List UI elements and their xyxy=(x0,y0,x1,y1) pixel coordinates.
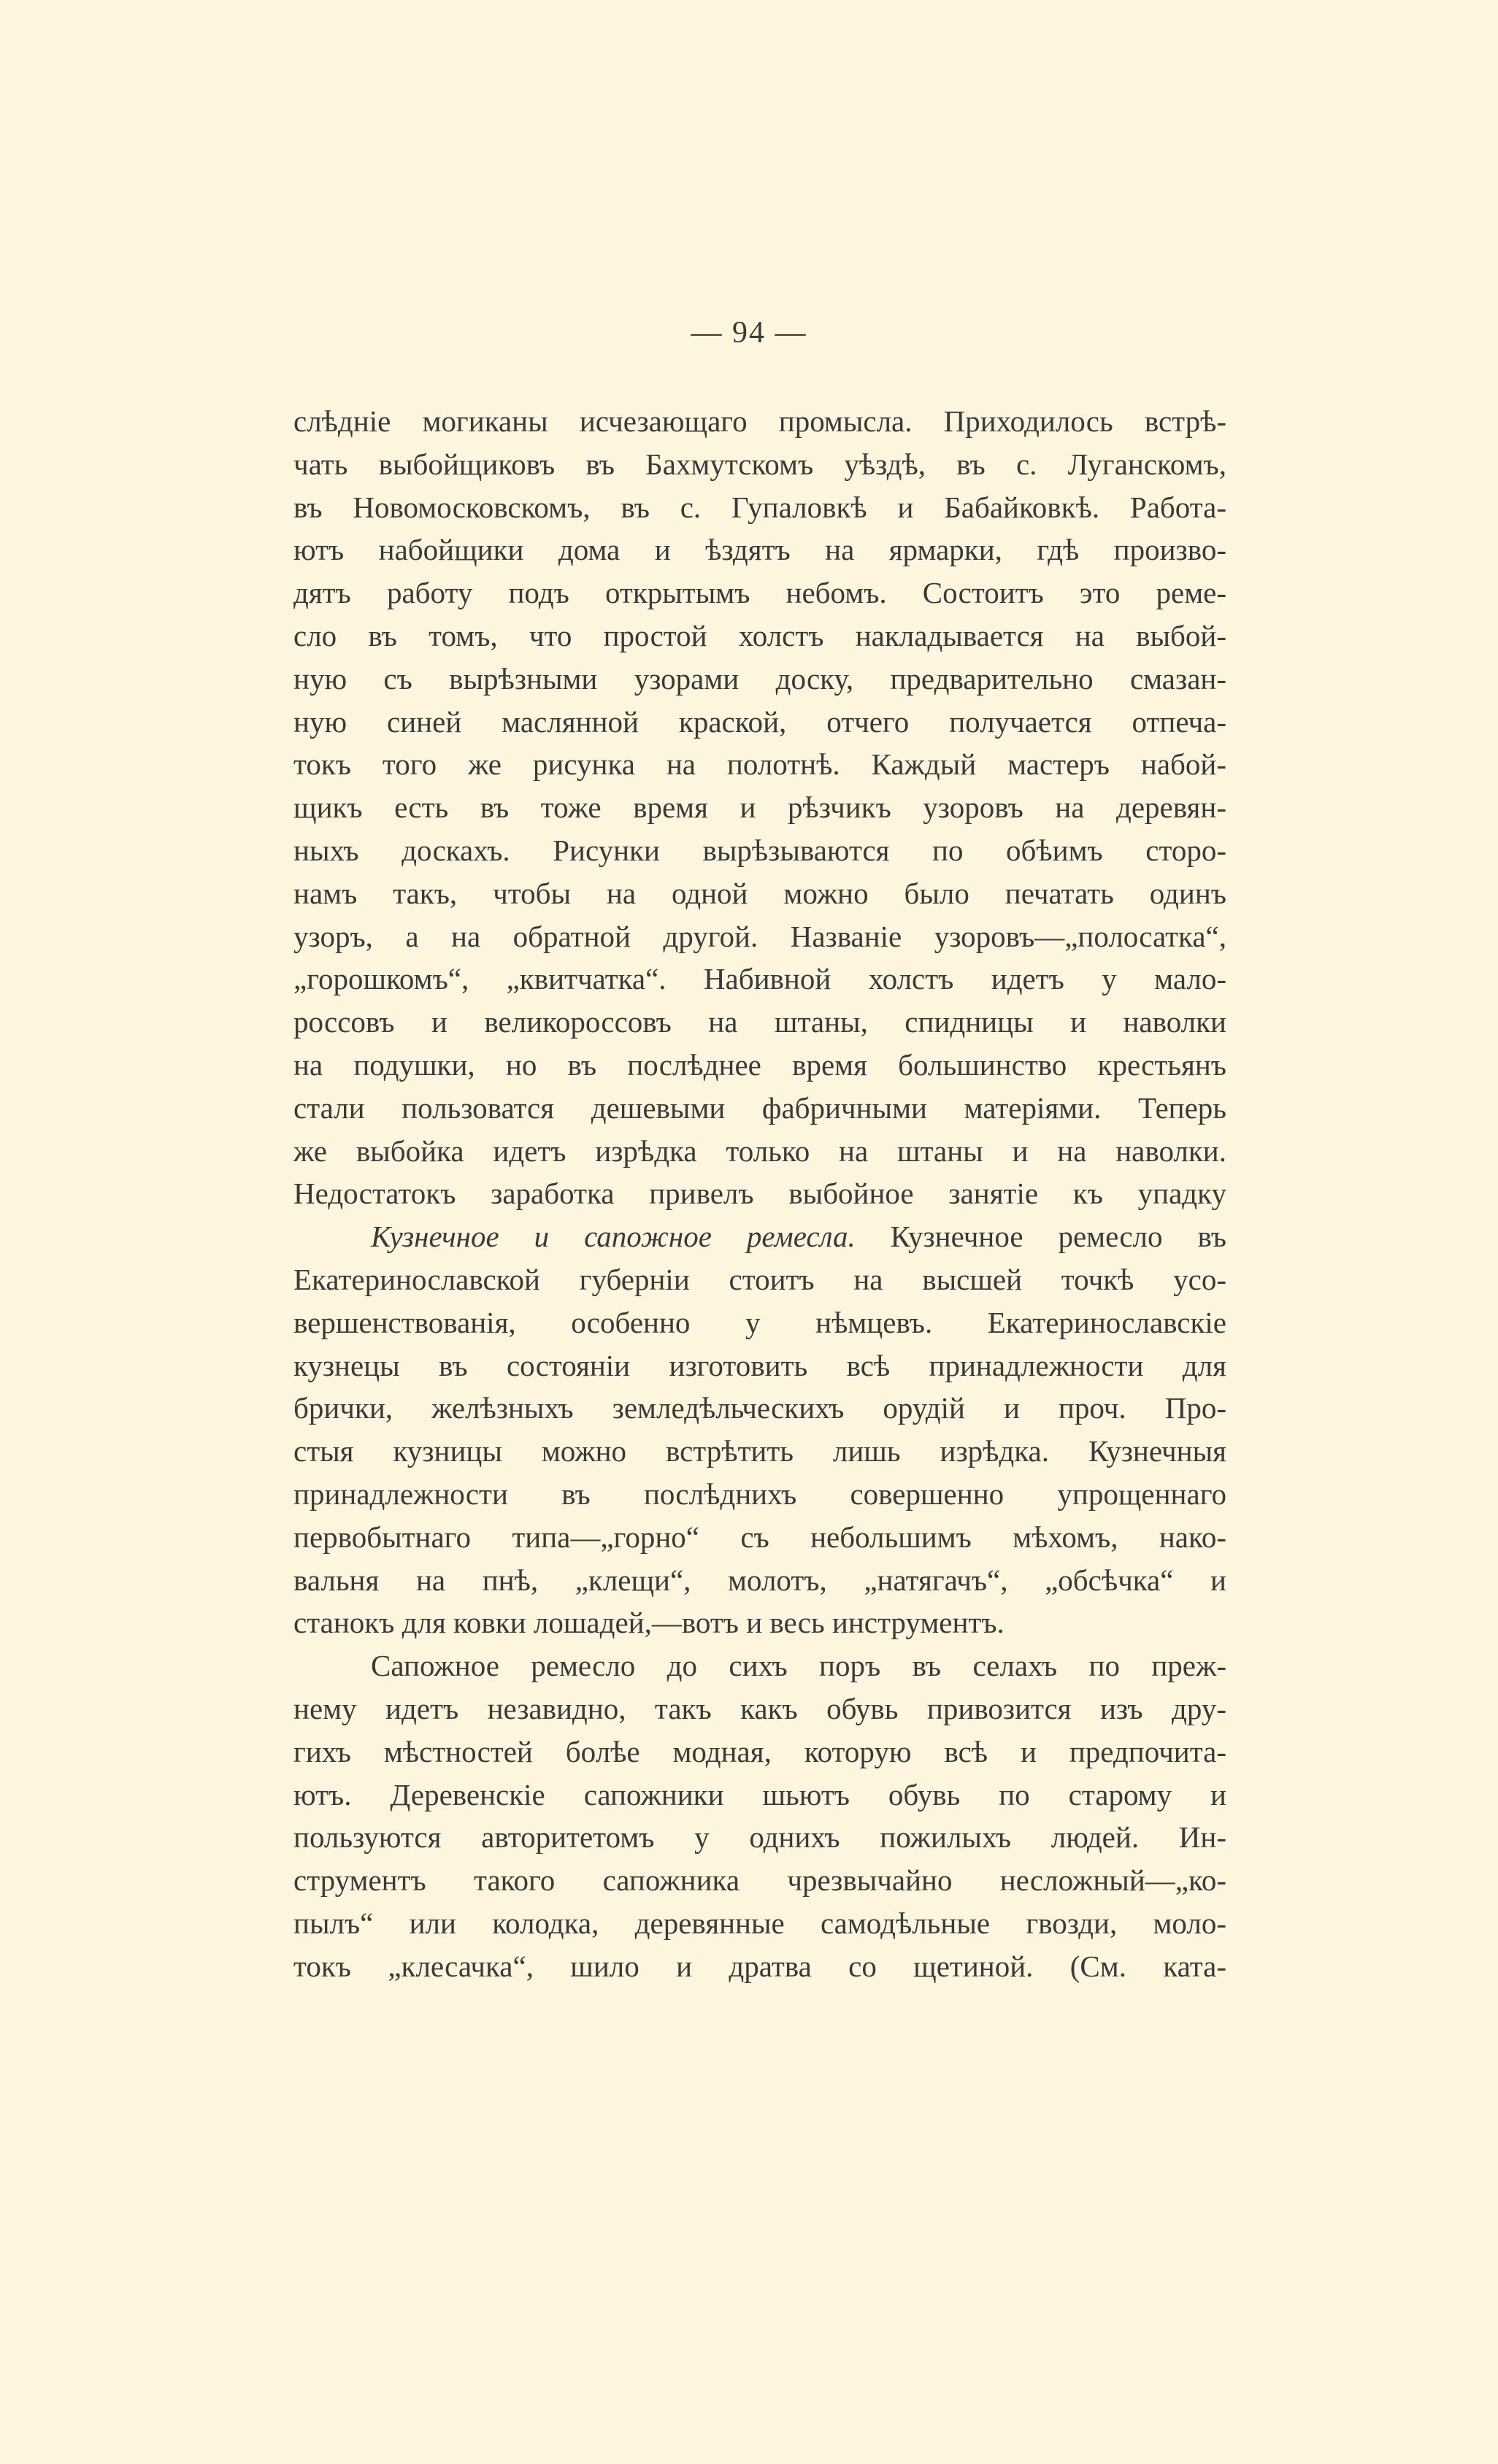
text-line: россовъ и великороссовъ на штаны, спидницы и наволки xyxy=(293,1005,1226,1039)
text-line: пользуются авторитетомъ у однихъ пожилыхъ людей. Ин- xyxy=(293,1820,1226,1855)
text-line: ную съ вырѣзными узорами доску, предварительно смазан- xyxy=(293,661,1226,696)
text-line: ютъ. Деревенскіе сапожники шьютъ обувь по старому и xyxy=(293,1777,1226,1812)
text-line xyxy=(293,1215,1226,1258)
text-line: Сапожное ремесло до сихъ поръ въ селахъ по преж- xyxy=(371,1649,1226,1683)
text-line: дятъ работу подъ открытымъ небомъ. Состоитъ это реме- xyxy=(293,576,1226,610)
paragraph-1 xyxy=(293,400,1226,1215)
text-line: вершенствованія, особенно у нѣмцевъ. Екатеринославскіе xyxy=(293,1305,1226,1339)
text-line: токъ „клесачка“, шило и дратва со щетиной. (См. ката- xyxy=(293,1949,1226,1983)
text-line: нему идетъ незавидно, такъ какъ обувь привозится изъ дру- xyxy=(293,1691,1226,1725)
text-line: сло въ томъ, что простой холстъ накладывается на выбой- xyxy=(293,618,1226,652)
text-line: щикъ есть въ тоже время и рѣзчикъ узоровъ на деревян- xyxy=(293,790,1226,825)
text-line: ютъ набойщики дома и ѣздятъ на ярмарки, гдѣ произво- xyxy=(293,533,1226,567)
text-line: ную синей маслянной краской, отчего получается отпеча- xyxy=(293,704,1226,739)
text-line: гихъ мѣстностей болѣе модная, которую всѣ и предпочита- xyxy=(293,1734,1226,1768)
text-line: Недостатокъ заработка привелъ выбойное занятіе къ упадку xyxy=(293,1177,1226,1211)
text-line: брички, желѣзныхъ земледѣльческихъ орудій и проч. Про- xyxy=(293,1391,1226,1425)
text-line: вальня на пнѣ, „клещи“, молотъ, „натягачъ“, „обсѣчка“ и xyxy=(293,1563,1226,1597)
text-line: намъ такъ, чтобы на одной можно было печатать одинъ xyxy=(293,876,1226,910)
paragraph-3 xyxy=(293,1644,1226,1987)
text-line: принадлежности въ послѣднихъ совершенно упрощеннаго xyxy=(293,1477,1226,1511)
page-number: — 94 — xyxy=(691,316,807,350)
text-line: Екатеринославской губерніи стоитъ на высшей точкѣ усо- xyxy=(293,1262,1226,1296)
text-run: Кузнечное ремесло въ xyxy=(855,1220,1226,1254)
text-line: „горошкомъ“, „квитчатка“. Набивной холстъ идетъ у мало- xyxy=(293,962,1226,996)
text-line: на подушки, но въ послѣднее время большинство крестьянъ xyxy=(293,1047,1226,1082)
text-line: струментъ такого сапожника чрезвычайно несложный—„ко- xyxy=(293,1863,1226,1898)
body-text xyxy=(293,400,1226,1987)
text-line: токъ того же рисунка на полотнѣ. Каждый мастеръ набой- xyxy=(293,747,1226,782)
text-line: слѣдніе могиканы исчезающаго промысла. Приходилось встрѣ- xyxy=(293,404,1226,438)
text-line: стыя кузницы можно встрѣтить лишь изрѣдка. Кузнечныя xyxy=(293,1434,1226,1468)
text-line: узоръ, а на обратной другой. Названіе узоровъ—„полосатка“, xyxy=(293,919,1226,953)
text-line: же выбойка идетъ изрѣдка только на штаны и на наволки. xyxy=(293,1133,1226,1168)
text-line: стали пользоватся дешевыми фабричными матеріями. Теперь xyxy=(293,1090,1226,1125)
text-line: первобытнаго типа—„горно“ съ небольшимъ мѣхомъ, нако- xyxy=(293,1520,1226,1554)
text-line: чать выбойщиковъ въ Бахмутскомъ уѣздѣ, въ с. Луганскомъ, xyxy=(293,447,1226,481)
text-line: въ Новомосковскомъ, въ с. Гупаловкѣ и Бабайковкѣ. Работа- xyxy=(293,490,1226,524)
text-line: станокъ для ковки лошадей,—вотъ и весь инструментъ. xyxy=(293,1606,1005,1640)
text-line: ныхъ доскахъ. Рисунки вырѣзываются по обѣимъ сторо- xyxy=(293,833,1226,867)
paragraph-2 xyxy=(293,1215,1226,1644)
section-heading: Кузнечное и сапожное ремесла. xyxy=(371,1220,856,1254)
text-line: пылъ“ или колодка, деревянные самодѣльные гвозди, моло- xyxy=(293,1906,1226,1940)
text-line: кузнецы въ состояніи изготовить всѣ принадлежности для xyxy=(293,1348,1226,1382)
